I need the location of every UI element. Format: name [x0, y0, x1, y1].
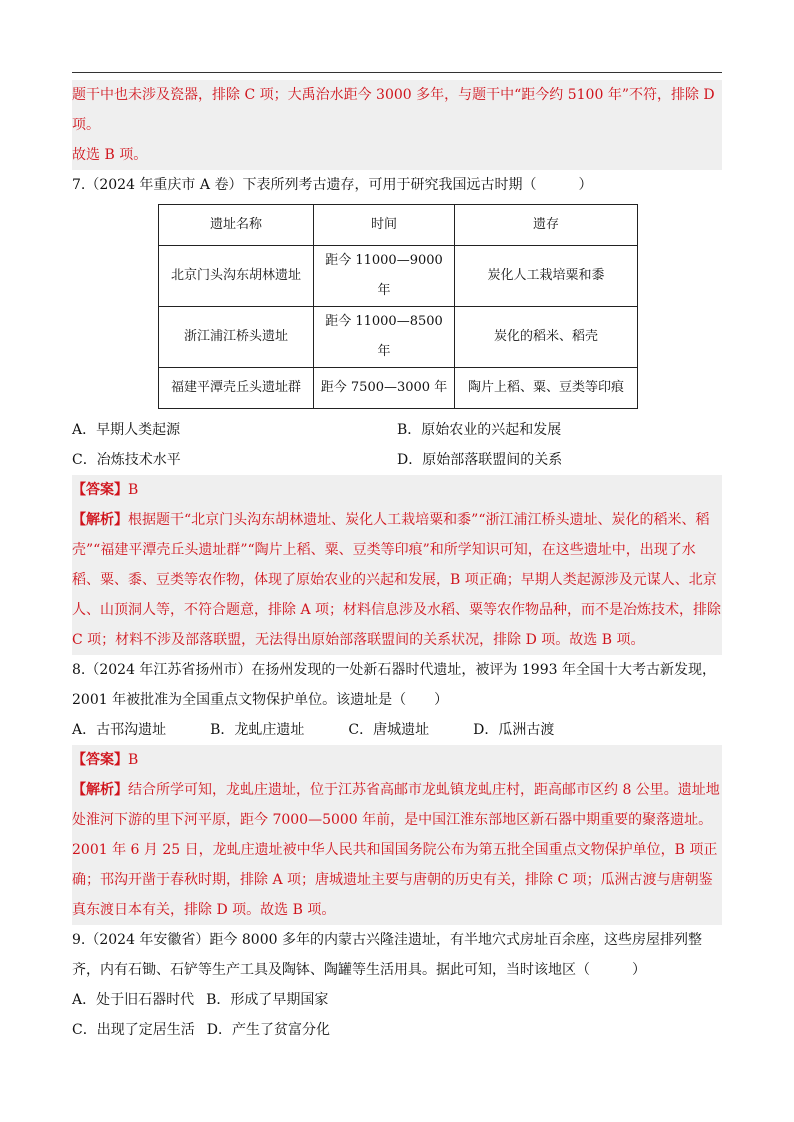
question-9-options-row1 [72, 985, 722, 1015]
question-7-options-row2 [72, 445, 722, 475]
answer-line [72, 745, 722, 775]
table-cell: 陶片上稻、粟、豆类等印痕 [455, 368, 638, 409]
table-cell: 北京门头沟东胡林遗址 [159, 246, 314, 307]
answer-line [72, 475, 722, 505]
question-7-options-row1 [72, 415, 722, 445]
option-d: D．原始部落联盟间的关系 [397, 452, 563, 468]
question-7-table [158, 204, 638, 409]
table-header-cell: 遗址名称 [159, 205, 314, 246]
question-8-options [72, 715, 722, 745]
table-cell: 福建平潭壳丘头遗址群 [159, 368, 314, 409]
option-a: A．古邗沟遗址 [72, 722, 167, 738]
table-header-cell: 遗存 [455, 205, 638, 246]
question-8-solution [72, 745, 722, 925]
table-cell: 距今 11000—9000 年 [314, 246, 455, 307]
table-cell: 炭化人工栽培粟和黍 [455, 246, 638, 307]
option-c: C．出现了定居生活 [72, 1022, 195, 1038]
option-d: D．产生了贫富分化 [206, 1022, 330, 1038]
table-cell: 浙江浦江桥头遗址 [159, 307, 314, 368]
option-c: C．唐城遗址 [348, 722, 430, 738]
option-a: A．处于旧石器时代 [72, 992, 195, 1008]
previous-explanation [72, 80, 722, 170]
option-d: D．瓜洲古渡 [473, 722, 555, 738]
option-c: C．冶炼技术水平 [72, 452, 181, 468]
question-8-stem: 8.（2024 年江苏省扬州市）在扬州发现的一处新石器时代遗址，被评为 1993 年全国十大考古新发现，2001 年被批准为全国重点文物保护单位。该遗址是（ ） [72, 662, 716, 708]
answer-label: 【答案】 [72, 482, 128, 498]
analysis-text [72, 505, 722, 655]
table-cell: 距今 7500—3000 年 [314, 368, 455, 409]
prev-explanation-line2: 故选 B 项。 [72, 147, 148, 163]
table-row [159, 307, 638, 368]
question-7-stem: 7.（2024 年重庆市 A 卷）下表所列考古遗存，可用于研究我国远古时期（ ） [72, 177, 593, 193]
option-b: B．形成了早期国家 [206, 992, 329, 1008]
answer-value: B [128, 752, 139, 768]
table-header-cell: 时间 [314, 205, 455, 246]
question-7-solution [72, 475, 722, 655]
option-b: B．龙虬庄遗址 [210, 722, 305, 738]
question-9-stem: 9.（2024 年安徽省）距今 8000 多年的内蒙古兴隆洼遗址，有半地穴式房址百余座，这些房屋排列整齐，内有石锄、石铲等生产工具及陶钵、陶罐等生活用具。据此可知，当时该地区（ ） [72, 932, 702, 978]
prev-explanation-line1: 题干中也未涉及瓷器，排除 C 项；大禹治水距今 3000 多年，与题干中“距今约 5100 年”不符，排除 D 项。 [72, 87, 715, 133]
table-row [159, 246, 638, 307]
document-body [72, 80, 722, 1045]
answer-label: 【答案】 [72, 752, 128, 768]
question-9-options-row2 [72, 1015, 722, 1045]
analysis-label: 【解析】 [72, 782, 128, 798]
analysis-label: 【解析】 [72, 512, 128, 528]
analysis-text [72, 775, 722, 925]
table-cell: 炭化的稻米、稻壳 [455, 307, 638, 368]
option-a: A．早期人类起源 [72, 422, 181, 438]
table-header-row [159, 205, 638, 246]
option-b: B．原始农业的兴起和发展 [397, 422, 562, 438]
table-cell: 距今 11000—8500 年 [314, 307, 455, 368]
analysis-body: 根据题干“北京门头沟东胡林遗址、炭化人工栽培粟和黍”“浙江浦江桥头遗址、炭化的稻米、稻壳”“福建平潭壳丘头遗址群”“陶片上稻、粟、豆类等印痕”和所学知识可知，在这些遗址中，出现了水稻、粟、黍、豆类等农作物，体现了原始农业的兴起和发展，B 项正确；早期人类起源涉及元谋人、北京人、山顶洞人等，不符合题意，排除 A 项；材料信息涉及水稻、粟等农作物品种，而不是冶炼技术，排除 C 项；材料不涉及部落联盟，无法得出原始部落联盟间的关系状况，排除 D 项。故选 B 项。 [72, 512, 722, 648]
answer-value: B [128, 482, 139, 498]
table-row [159, 368, 638, 409]
header-rule [72, 72, 722, 73]
analysis-body: 结合所学可知，龙虬庄遗址，位于江苏省高邮市龙虬镇龙虬庄村，距高邮市区约 8 公里。遗址地处淮河下游的里下河平原，距今 7000—5000 年前，是中国江淮东部地区新石器中期重要的聚落遗址。2001 年 6 月 25 日，龙虬庄遗址被中华人民共和国国务院公布为第五批全国重点文物保护单位，B 项正确；邗沟开凿于春秋时期，排除 A 项；唐城遗址主要与唐朝的历史有关，排除 C 项；瓜洲古渡与唐朝鉴真东渡日本有关，排除 D 项。故选 B 项。 [72, 782, 720, 918]
